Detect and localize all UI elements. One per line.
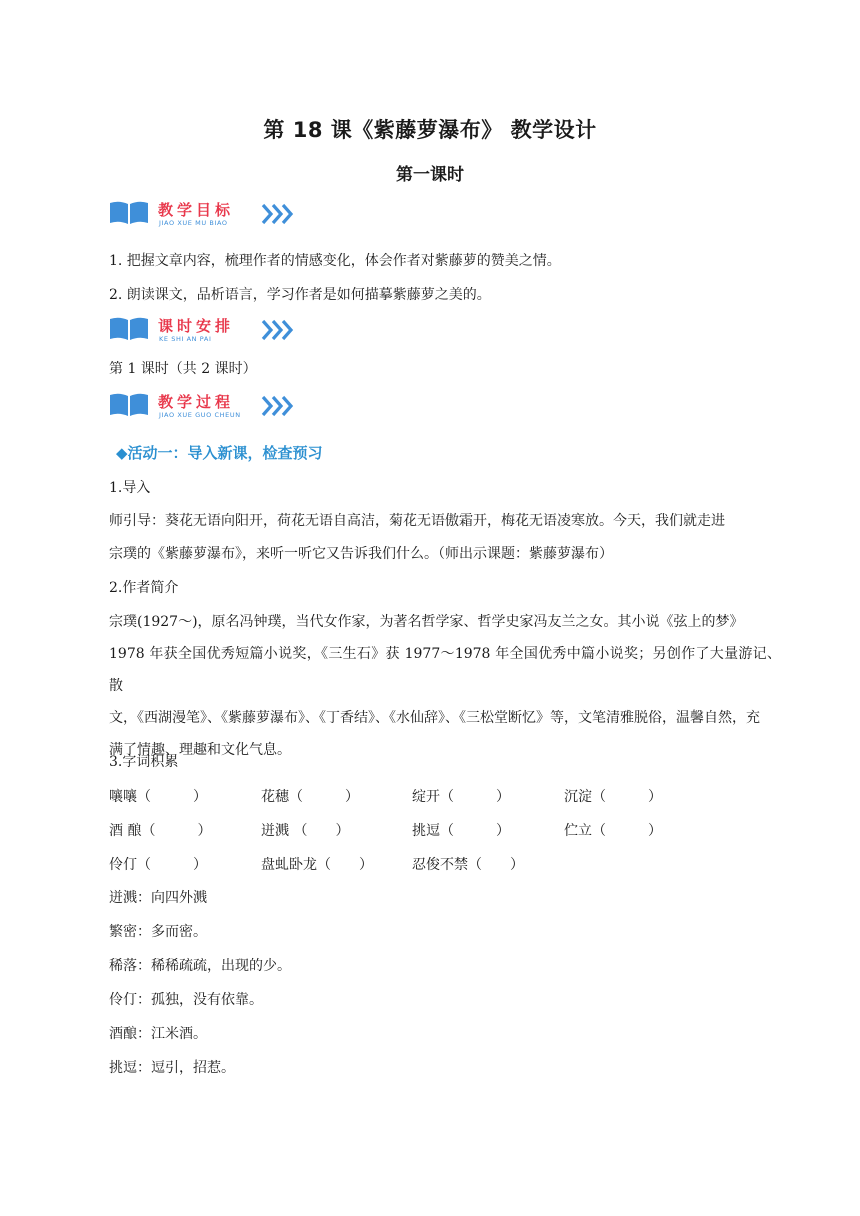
document-title: 第 18 课《紫藤萝瀑布》 教学设计 xyxy=(263,118,597,142)
vocab-item: 绽开（ ） xyxy=(412,789,510,805)
section-banner-process xyxy=(108,390,298,422)
vocab-heading: 3.字词积累 xyxy=(109,754,179,770)
vocab-item: 嚷嚷（ ） xyxy=(109,789,207,805)
schedule-text: 第 1 课时（共 2 课时） xyxy=(109,361,257,377)
vocab-item: 酒 酿（ ） xyxy=(109,823,212,839)
vocab-item: 忍俊不禁（ ） xyxy=(412,857,524,873)
section-label: 教学目标 xyxy=(158,201,235,219)
author-line-1: 宗璞(1927～)，原名冯钟璞，当代女作家，为著名哲学家、哲学史家冯友兰之女。其小说《弦上的梦》 xyxy=(109,614,744,630)
vocab-item: 花穗（ ） xyxy=(261,789,359,805)
author-line-4: 满了情趣、理趣和文化气息。 xyxy=(109,742,291,758)
triple-chevron-icon xyxy=(261,394,295,418)
goal-item-1: 1. 把握文章内容，梳理作者的情感变化，体会作者对紫藤萝的赞美之情。 xyxy=(109,253,561,269)
section-banner-goals xyxy=(108,198,298,230)
author-line-3: 文，《西湖漫笔》、《紫藤萝瀑布》、《丁香结》、《水仙辞》、《三松堂断忆》等，文笔清雅脱俗，温馨自然，充 xyxy=(109,710,760,726)
triple-chevron-icon xyxy=(261,318,295,342)
section-pinyin: JIAO XUE GUO CHEUN xyxy=(159,411,241,419)
definition-item: 稀落：稀稀疏疏，出现的少。 xyxy=(109,958,291,974)
section-pinyin: JIAO XUE MU BIAO xyxy=(159,219,228,227)
document-subtitle: 第一课时 xyxy=(396,165,464,185)
vocab-item: 沉淀（ ） xyxy=(564,789,662,805)
vocab-item: 伫立（ ） xyxy=(564,823,662,839)
intro-line-2: 宗璞的《紫藤萝瀑布》，来听一听它又告诉我们什么。（师出示课题：紫藤萝瀑布） xyxy=(109,546,613,562)
definition-item: 伶仃：孤独，没有依靠。 xyxy=(109,992,263,1008)
goal-item-2: 2. 朗读课文，品析语言，学习作者是如何描摹紫藤萝之美的。 xyxy=(109,287,491,303)
author-paragraph xyxy=(109,606,781,766)
open-book-icon xyxy=(108,392,150,418)
open-book-icon xyxy=(108,316,150,342)
definition-item: 挑逗：逗引，招惹。 xyxy=(109,1060,235,1076)
author-heading: 2.作者简介 xyxy=(109,580,179,596)
vocab-item: 伶仃（ ） xyxy=(109,857,207,873)
activity-heading: ◆活动一：导入新课，检查预习 xyxy=(116,444,323,462)
definition-item: 迸溅：向四外溅 xyxy=(109,890,207,906)
section-label: 教学过程 xyxy=(158,393,235,411)
intro-heading: 1.导入 xyxy=(109,480,151,496)
definition-item: 酒酿：江米酒。 xyxy=(109,1026,207,1042)
definition-item: 繁密：多而密。 xyxy=(109,924,207,940)
section-label: 课时安排 xyxy=(158,317,235,335)
intro-line-1: 师引导：葵花无语向阳开，荷花无语自高洁，菊花无语傲霜开，梅花无语凌寒放。今天，我们就走进 xyxy=(109,513,725,529)
vocab-item: 迸溅 （ ） xyxy=(261,823,350,839)
vocab-item: 挑逗（ ） xyxy=(412,823,510,839)
vocab-item: 盘虬卧龙（ ） xyxy=(261,857,373,873)
author-line-2: 1978 年获全国优秀短篇小说奖，《三生石》获 1977～1978 年全国优秀中篇小说奖；另创作了大量游记、散 xyxy=(109,646,781,694)
open-book-icon xyxy=(108,200,150,226)
section-pinyin: KE SHI AN PAI xyxy=(159,335,212,343)
section-banner-schedule xyxy=(108,314,298,346)
triple-chevron-icon xyxy=(261,202,295,226)
